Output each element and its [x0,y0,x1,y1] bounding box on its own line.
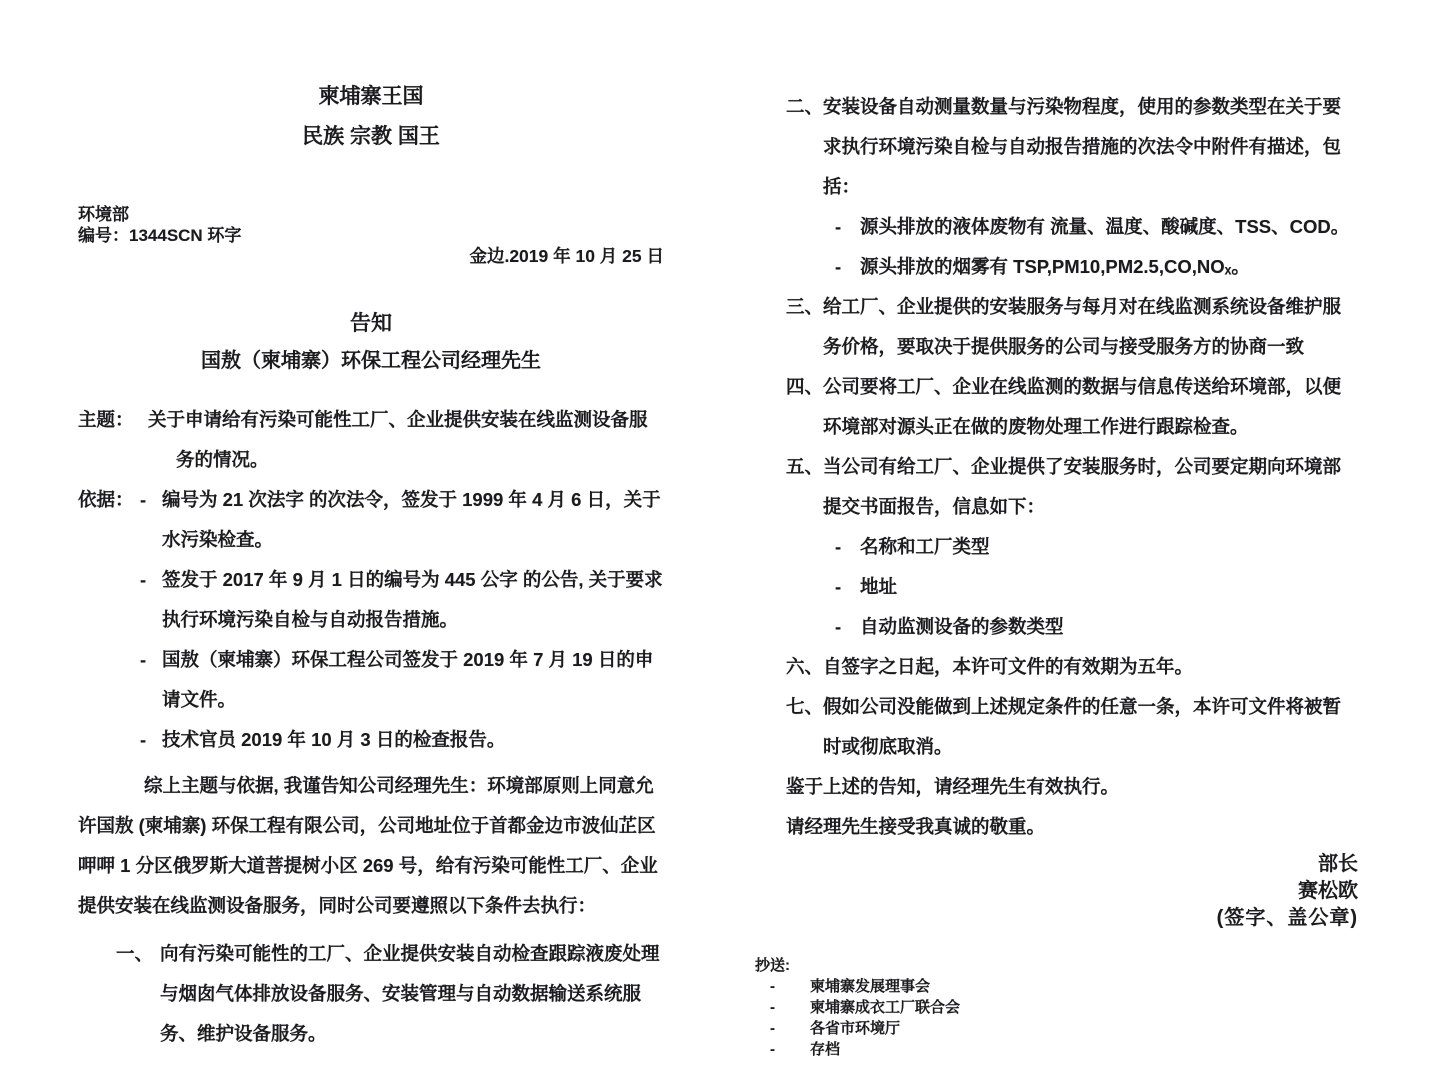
basis-label: 依据： [78,489,134,510]
condition-subitem-text: 自动监测设备的参数类型 [860,616,1064,637]
condition-text: 假如公司没能做到上述规定条件的任意一条，本许可文件将被暂时或彻底取消。 [823,696,1342,757]
condition-number: 五、 [786,456,824,477]
condition-text: 自签字之日起，本许可文件的有效期为五年。 [823,656,1194,677]
dash-bullet: - [835,536,842,557]
document-meta [78,204,664,267]
closing-line: 鉴于上述的告知，请经理先生有效执行。 [786,776,1120,797]
condition-number: 六、 [786,656,824,677]
basis-item-text: 技术官员 2019 年 10 月 3 日的检查报告。 [162,729,506,750]
condition-number: 一、 [116,943,154,964]
basis-item [140,480,664,560]
ministry-name: 环境部 [78,205,129,224]
subject-block [78,400,664,480]
dash-bullet: - [140,729,147,750]
condition-item [786,647,1358,687]
condition-subitem-text: 源头排放的液体废物有 流量、温度、酸碱度、TSS、COD。 [860,216,1350,237]
condition-text: 给工厂、企业提供的安装服务与每月对在线监测系统设备维护服务价格，要取决于提供服务的公司与接受服务方的协商一致 [823,296,1342,357]
cc-item-text: 柬埔寨成衣工厂联合会 [810,999,961,1016]
condition-text: 当公司有给工厂、企业提供了安装服务时，公司要定期向环境部提交书面报告，信息如下： [823,456,1342,517]
cc-item-text: 存档 [810,1041,841,1058]
condition-item [786,367,1358,447]
reference-number: 编号：1344SCN 环字 [78,226,242,245]
signature-block [786,851,1358,932]
condition-subitem [835,607,1358,647]
document-title: 告知 [350,312,392,335]
kingdom-title: 柬埔寨王国 [318,85,424,108]
dash-bullet: - [140,649,147,670]
dash-bullet: - [140,489,147,510]
dash-bullet: - [770,1041,775,1058]
condition-item [786,687,1358,767]
signer-title: 部长 [1318,853,1358,875]
condition-text: 安装设备自动测量数量与污染物程度，使用的参数类型在关于要求执行环境污染自检与自动报告措施的次法令中附件有描述，包括： [823,96,1342,197]
dash-bullet: - [770,978,775,995]
recipient-line: 国敖（柬埔寨）环保工程公司经理先生 [201,350,541,372]
dash-bullet: - [835,216,842,237]
document-header [78,86,664,148]
column-left [78,86,664,1054]
signer-name: 赛松欧 [1298,880,1358,902]
dash-bullet: - [770,999,775,1016]
condition-number: 三、 [786,296,824,317]
condition-number: 四、 [786,376,824,397]
dash-bullet: - [770,1020,775,1037]
condition-item [786,287,1358,367]
basis-item-text: 国敖（柬埔寨）环保工程公司签发于 2019 年 7 月 19 日的申请文件。 [162,649,654,710]
basis-item-text: 签发于 2017 年 9 月 1 日的编号为 445 公字 的公告, 关于要求执行环境污染自检与自动报告措施。 [162,569,663,630]
subject-label: 主题： [78,409,134,430]
condition-subitem-text: 源头排放的烟雾有 TSP,PM10,PM2.5,CO,NOₓ。 [860,256,1250,277]
approval-paragraph: 综上主题与依据, 我谨告知公司经理先生：环境部原则上同意允许国敖 (柬埔寨) 环保工程有限公司，公司地址位于首都金边市波仙芷区呷呷 1 分区俄罗斯大道菩提树小区 269 号，给有污染可能性工厂、企业提供安装在线监测设备服务，同时公司要遵照以下条件去执行： [78,775,658,916]
condition-text: 公司要将工厂、企业在线监测的数据与信息传送给环境部，以便环境部对源头正在做的废物处理工作进行跟踪检查。 [823,376,1342,437]
dash-bullet: - [140,569,147,590]
condition-text: 向有污染可能性的工厂、企业提供安装自动检查跟踪液废处理与烟囱气体排放设备服务、安装管理与自动数据输送系统服务、维护设备服务。 [160,943,660,1044]
national-motto: 民族 宗教 国王 [302,125,440,148]
cc-label: 抄送: [755,957,790,974]
condition-body [823,447,1358,647]
closing-line: 请经理先生接受我真诚的敬重。 [786,816,1046,837]
cc-item [755,1018,1358,1039]
column-right [755,87,1358,1060]
dash-bullet: - [835,256,842,277]
subject-text: 关于申请给有污染可能性工厂、企业提供安装在线监测设备服务的情况。 [148,409,648,470]
basis-item [140,560,664,640]
condition-subitem-text: 地址 [860,576,898,597]
condition-item [78,934,664,1054]
condition-item [786,87,1358,287]
condition-subitem [835,567,1358,607]
basis-item-text: 编号为 21 次法字 的次法令，签发于 1999 年 4 月 6 日，关于水污染检查。 [162,489,661,550]
condition-number: 七、 [786,696,824,717]
cc-item [755,1039,1358,1060]
cc-block [755,955,1358,1060]
dash-bullet: - [835,576,842,597]
cc-item-text: 柬埔寨发展理事会 [810,978,931,995]
cc-item [755,976,1358,997]
condition-body [823,87,1358,287]
condition-subitem-text: 名称和工厂类型 [860,536,990,557]
condition-number: 二、 [786,96,824,117]
condition-subitem [835,207,1358,247]
condition-subitem [835,247,1358,287]
dash-bullet: - [835,616,842,637]
basis-item [140,640,664,720]
condition-item [786,447,1358,647]
condition-subitem [835,527,1358,567]
cc-item [755,997,1358,1018]
cc-item-text: 各省市环境厅 [810,1020,901,1037]
basis-list [140,480,664,760]
basis-block [78,480,664,760]
issue-date: 金边.2019 年 10 月 25 日 [469,246,664,266]
signature-note: (签字、盖公章) [1216,907,1358,929]
basis-item [140,720,664,760]
